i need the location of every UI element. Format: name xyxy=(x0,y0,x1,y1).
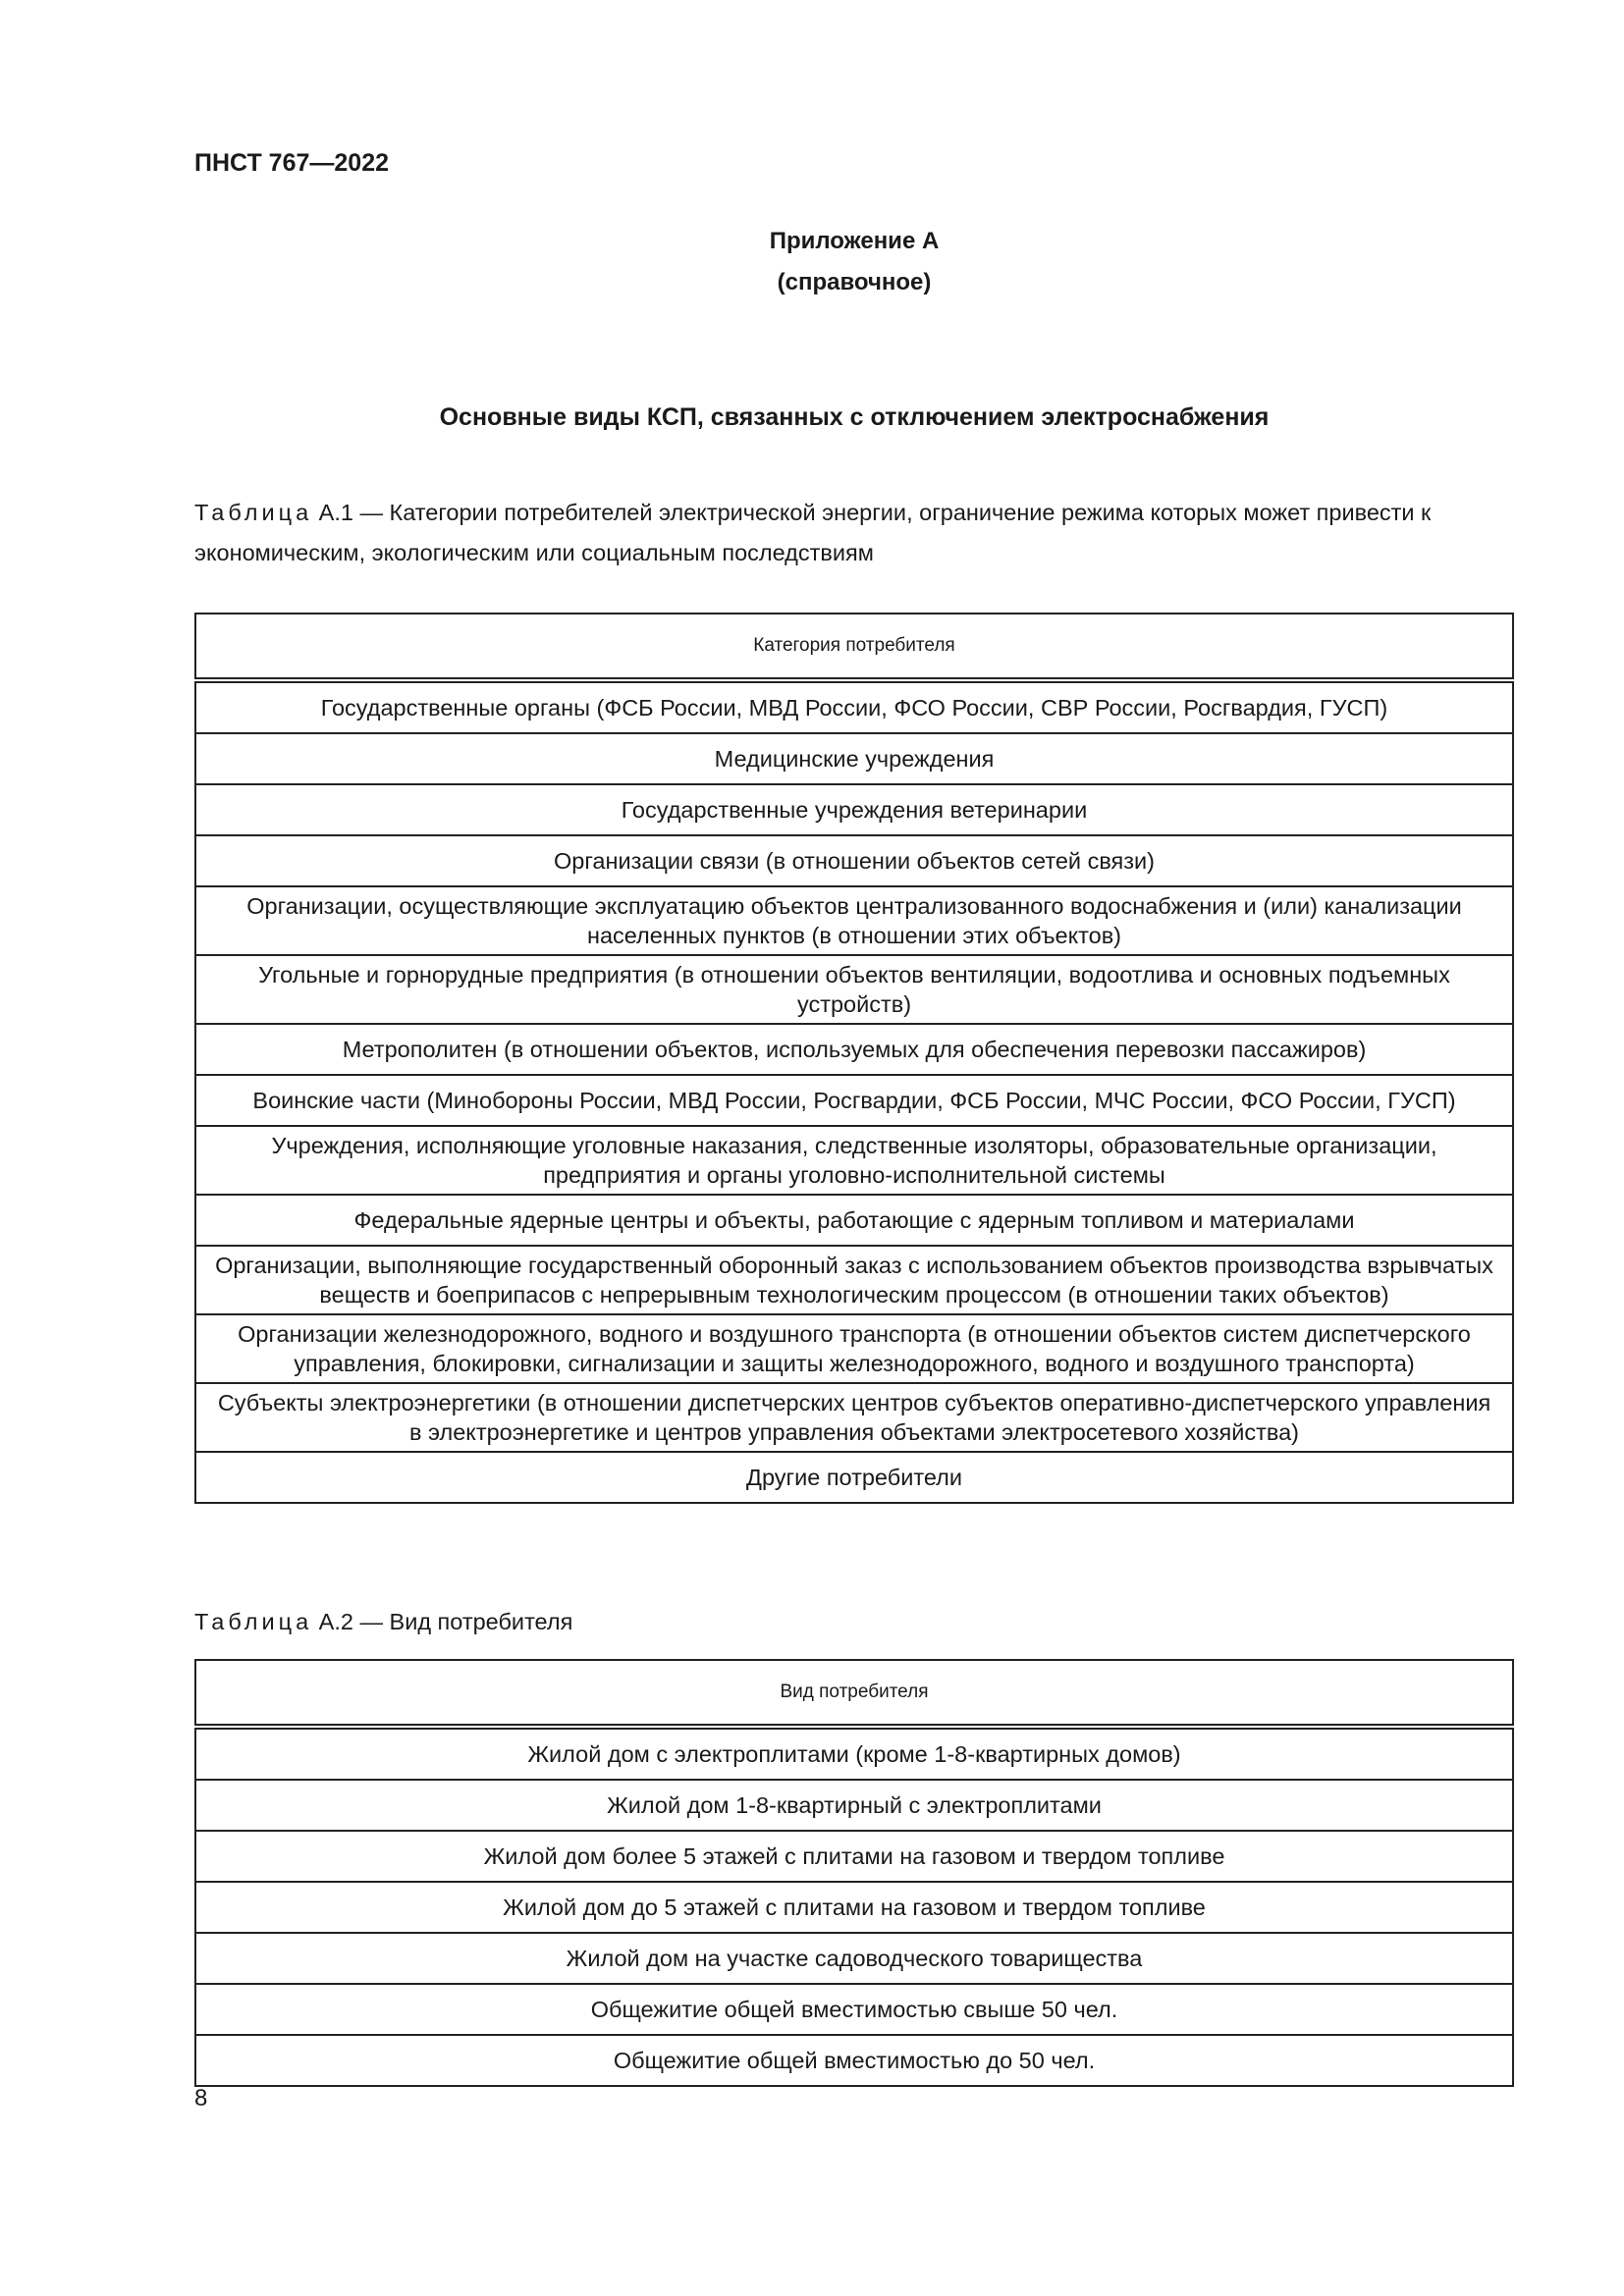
appendix-subtitle: (справочное) xyxy=(777,269,932,295)
caption-text: А.2 — Вид потребителя xyxy=(312,1609,573,1634)
table-cell: Угольные и горнорудные предприятия (в отношении объектов вентиляции, водоотлива и основных подъемных устройств) xyxy=(195,955,1513,1024)
table-cell: Жилой дом более 5 этажей с плитами на газовом и твердом топливе xyxy=(195,1831,1513,1882)
table-cell: Организации, выполняющие государственный оборонный заказ с использованием объектов производства взрывчатых веществ и боеприпасов с непрерывным технологическим процессом (в отношении таких объектов) xyxy=(195,1246,1513,1314)
table-cell: Общежитие общей вместимостью до 50 чел. xyxy=(195,2035,1513,2086)
table-cell: Организации железнодорожного, водного и воздушного транспорта (в отношении объектов систем диспетчерского управления, блокировки, сигнализации и защиты железнодорожного, водного и воздушного транспорта) xyxy=(195,1314,1513,1383)
page-number: 8 xyxy=(194,2085,208,2111)
table-row xyxy=(195,1024,1513,1075)
table-row xyxy=(195,955,1513,1024)
table-row xyxy=(195,886,1513,955)
table-cell: Медицинские учреждения xyxy=(195,733,1513,784)
table-cell: Учреждения, исполняющие уголовные наказания, следственные изоляторы, образовательные организации, предприятия и органы уголовно-исполнительной системы xyxy=(195,1126,1513,1195)
caption-prefix: Таблица xyxy=(194,1609,313,1634)
table-row xyxy=(195,2035,1513,2086)
table-cell: Государственные учреждения ветеринарии xyxy=(195,784,1513,835)
table-cell: Жилой дом на участке садоводческого товарищества xyxy=(195,1933,1513,1984)
table-row xyxy=(195,1126,1513,1195)
caption-prefix: Таблица xyxy=(194,500,313,525)
table-a1 xyxy=(194,613,1514,1504)
table-cell: Метрополитен (в отношении объектов, используемых для обеспечения перевозки пассажиров) xyxy=(195,1024,1513,1075)
table-row xyxy=(195,1314,1513,1383)
table-cell: Воинские части (Минобороны России, МВД России, Росгвардии, ФСБ России, МЧС России, ФСО России, ГУСП) xyxy=(195,1075,1513,1126)
table-row xyxy=(195,1246,1513,1314)
table-cell: Жилой дом 1-8-квартирный с электроплитами xyxy=(195,1780,1513,1831)
table-header: Категория потребителя xyxy=(195,614,1513,680)
table-row xyxy=(195,835,1513,886)
table-cell: Федеральные ядерные центры и объекты, работающие с ядерным топливом и материалами xyxy=(195,1195,1513,1246)
section-heading: Основные виды КСП, связанных с отключением электроснабжения xyxy=(439,403,1270,431)
table-cell: Субъекты электроэнергетики (в отношении диспетчерских центров субъектов оперативно-диспетчерского управления в электроэнергетике и центров управления объектами электросетевого хозяйства) xyxy=(195,1383,1513,1452)
table-cell: Общежитие общей вместимостью свыше 50 чел. xyxy=(195,1984,1513,2035)
table-row xyxy=(195,1727,1513,1780)
table-row xyxy=(195,1831,1513,1882)
table-header: Вид потребителя xyxy=(195,1660,1513,1727)
document-id: ПНСТ 767—2022 xyxy=(194,149,389,177)
table-row xyxy=(195,1984,1513,2035)
table-row xyxy=(195,680,1513,733)
table-cell: Другие потребители xyxy=(195,1452,1513,1503)
table-cell: Жилой дом с электроплитами (кроме 1-8-квартирных домов) xyxy=(195,1727,1513,1780)
appendix-title: Приложение А xyxy=(769,228,940,254)
table2-caption xyxy=(194,1602,1520,1642)
table-cell: Организации, осуществляющие эксплуатацию объектов централизованного водоснабжения и (или) канализации населенных пунктов (в отношении этих объектов) xyxy=(195,886,1513,955)
table1-caption xyxy=(194,493,1520,573)
table-row xyxy=(195,1780,1513,1831)
table-row xyxy=(195,1882,1513,1933)
table-cell: Организации связи (в отношении объектов сетей связи) xyxy=(195,835,1513,886)
table-row xyxy=(195,1195,1513,1246)
table-row xyxy=(195,1452,1513,1503)
table-row xyxy=(195,1383,1513,1452)
table-row xyxy=(195,1075,1513,1126)
table-row xyxy=(195,1933,1513,1984)
caption-text: А.1 — Категории потребителей электрической энергии, ограничение режима которых может привести к экономическим, экологическим или социальным последствиям xyxy=(194,500,1432,565)
table-a2 xyxy=(194,1659,1514,2087)
table-row xyxy=(195,733,1513,784)
table-row xyxy=(195,784,1513,835)
table-cell: Жилой дом до 5 этажей с плитами на газовом и твердом топливе xyxy=(195,1882,1513,1933)
table-cell: Государственные органы (ФСБ России, МВД России, ФСО России, СВР России, Росгвардия, ГУСП) xyxy=(195,680,1513,733)
